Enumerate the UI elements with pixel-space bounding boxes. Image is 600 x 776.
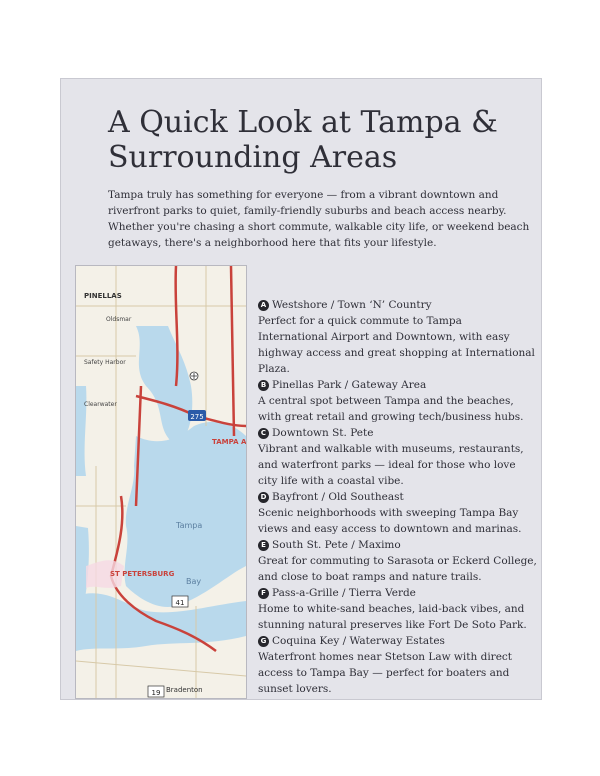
area-description — [258, 553, 537, 585]
area-heading — [258, 377, 530, 393]
area-item-a — [258, 297, 535, 377]
intro-line: getaways, there's a neighborhood here that fits your lifestyle. — [108, 237, 437, 249]
area-item-g — [258, 633, 530, 697]
map-label-tampa: TAMPA A — [212, 438, 246, 446]
area-description-line: views and easy access to downtown and marinas. — [258, 523, 522, 535]
area-heading — [258, 537, 530, 553]
content-panel — [60, 78, 542, 700]
area-description — [258, 505, 530, 537]
area-description-line: Waterfront homes near Stetson Law with direct — [258, 651, 513, 663]
area-description-line: Great for commuting to Sarasota or Eckerd College, — [258, 555, 537, 567]
area-letter-badge: G — [258, 636, 269, 647]
route-shield-41 — [172, 596, 188, 607]
area-name: Downtown St. Pete — [272, 427, 374, 439]
route-275-label: 275 — [190, 413, 204, 421]
intro-line: Whether you're chasing a short commute, walkable city life, or weekend beach — [108, 221, 530, 233]
route-19-label: 19 — [151, 689, 161, 697]
map-label-bay-water: Bay — [186, 577, 202, 586]
map-label-tampa-water: Tampa — [176, 521, 203, 530]
area-description-line: International Airport and Downtown, with easy — [258, 331, 510, 343]
area-name: Westshore / Town ‘N’ Country — [272, 299, 432, 311]
area-description-line: and close to boat ramps and nature trails. — [258, 571, 482, 583]
area-name: Coquina Key / Waterway Estates — [272, 635, 445, 647]
area-description-line: sunset lovers. — [258, 683, 332, 695]
area-heading — [258, 297, 530, 313]
area-description-line: highway access and great shopping at International — [258, 347, 535, 359]
map-label-bradenton: Bradenton — [166, 686, 203, 694]
intro-paragraph — [108, 187, 530, 251]
area-description-line: stunning natural preserves like Fort De Soto Park. — [258, 619, 527, 631]
area-item-e — [258, 537, 537, 585]
area-description — [258, 649, 530, 697]
area-item-c — [258, 425, 530, 489]
area-letter-badge: C — [258, 428, 269, 439]
map-graphic — [76, 266, 246, 698]
area-letter-badge: D — [258, 492, 269, 503]
area-description-line: access to Tampa Bay — perfect for boaters and — [258, 667, 510, 679]
area-description-line: A central spot between Tampa and the beaches, — [258, 395, 514, 407]
map-label-st-petersburg: ST PETERSBURG — [110, 570, 175, 578]
area-item-d — [258, 489, 530, 537]
area-heading — [258, 585, 530, 601]
area-description-line: and waterfront parks — ideal for those who love — [258, 459, 516, 471]
area-name: Bayfront / Old Southeast — [272, 491, 404, 503]
area-description-line: Perfect for a quick commute to Tampa — [258, 315, 462, 327]
area-name: Pinellas Park / Gateway Area — [272, 379, 427, 391]
title-line: Surrounding Areas — [108, 140, 398, 175]
area-description — [258, 441, 530, 489]
area-heading — [258, 489, 530, 505]
map-label-pinellas: PINELLAS — [84, 292, 122, 300]
intro-line: Tampa truly has something for everyone — from a vibrant downtown and — [108, 189, 499, 201]
route-shield-19 — [148, 686, 164, 697]
area-item-b — [258, 377, 530, 425]
area-map — [75, 265, 247, 699]
area-description — [258, 313, 535, 377]
area-letter-badge: B — [258, 380, 269, 391]
title-line: A Quick Look at Tampa & — [108, 105, 498, 140]
area-heading — [258, 425, 530, 441]
area-description-line: Vibrant and walkable with museums, restaurants, — [258, 443, 524, 455]
area-name: Pass-a-Grille / Tierra Verde — [272, 587, 416, 599]
airport-icon — [190, 372, 198, 380]
area-description-line: Home to white-sand beaches, laid-back vibes, and — [258, 603, 525, 615]
area-letter-badge: F — [258, 588, 269, 599]
area-name: South St. Pete / Maximo — [272, 539, 401, 551]
area-description-line: Scenic neighborhoods with sweeping Tampa Bay — [258, 507, 519, 519]
area-list — [258, 297, 537, 697]
area-description-line: city life with a coastal vibe. — [258, 475, 404, 487]
area-description — [258, 393, 530, 425]
map-label-oldsmar: Oldsmar — [106, 316, 132, 323]
area-description — [258, 601, 530, 633]
area-letter-badge: A — [258, 300, 269, 311]
map-label-clearwater: Clearwater — [84, 401, 117, 408]
area-item-f — [258, 585, 530, 633]
map-label-safety-harbor: Safety Harbor — [84, 359, 126, 366]
area-heading — [258, 633, 530, 649]
area-description-line: Plaza. — [258, 363, 290, 375]
route-41-label: 41 — [175, 599, 185, 607]
route-shield-275 — [188, 410, 206, 421]
area-description-line: with great retail and growing tech/business hubs. — [258, 411, 524, 423]
area-letter-badge: E — [258, 540, 269, 551]
page-title — [108, 105, 528, 175]
intro-line: riverfront parks to quiet, family-friendly suburbs and beach access nearby. — [108, 205, 507, 217]
